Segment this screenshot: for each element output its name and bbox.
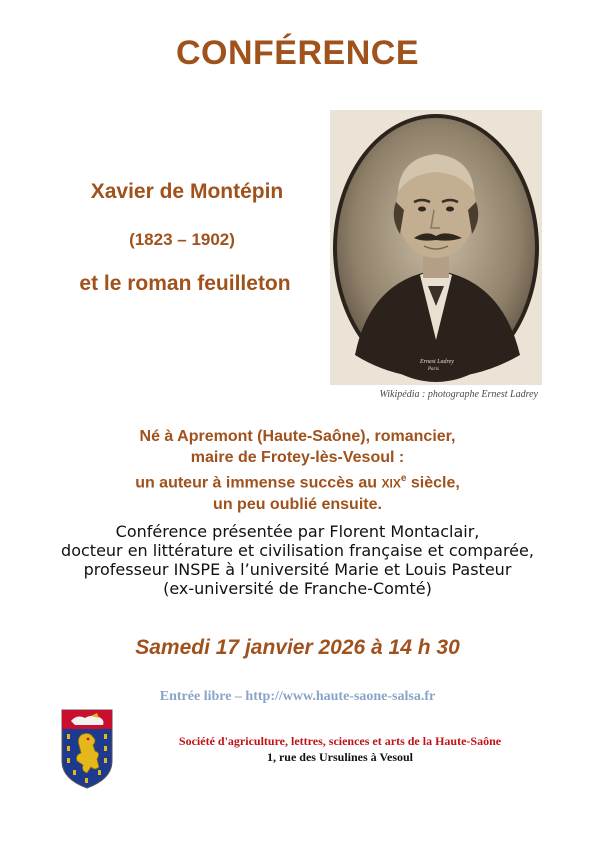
summary-line: Né à Apremont (Haute-Saône), romancier,	[139, 428, 456, 445]
presenter-line: (ex-université de Franche-Comté)	[163, 579, 432, 598]
photo-caption: Wikipédia : photographe Ernest Ladrey	[379, 389, 538, 400]
presenter-line: docteur en littérature et civilisation française et comparée,	[61, 541, 534, 560]
speaker-dates: (1823 – 1902)	[129, 230, 235, 249]
haute-saone-coat-of-arms-icon	[61, 709, 113, 789]
century-numeral: XIX	[381, 476, 401, 491]
century-superscript: e	[400, 473, 407, 484]
photo-signature: Ernest Ladrey	[420, 359, 454, 365]
page-title: CONFÉRENCE	[175, 34, 420, 72]
summary-line: maire de Frotey-lès-Vesoul :	[190, 449, 405, 466]
society-address: 1, rue des Ursulines à Vesoul	[266, 750, 414, 764]
presenter-line: Conférence présentée par Florent Montaclair,	[115, 522, 480, 541]
summary-line	[60, 468, 535, 494]
event-datetime: Samedi 17 janvier 2026 à 14 h 30	[135, 636, 460, 659]
summary-line: un peu oublié ensuite.	[213, 496, 382, 514]
society-name: Société d'agriculture, lettres, sciences et arts de la Haute-Saône	[178, 734, 502, 748]
summary-text: un auteur à immense succès au	[135, 474, 382, 492]
portrait-photo	[330, 110, 542, 385]
entry-link[interactable]: Entrée libre – http://www.haute-saone-salsa.fr	[159, 689, 436, 704]
author-summary	[60, 426, 535, 515]
presenter-block	[40, 522, 555, 598]
conference-topic: et le roman feuilleton	[79, 272, 291, 295]
speaker-name: Xavier de Montépin	[90, 180, 284, 203]
presenter-line: professeur INSPE à l’université Marie et Louis Pasteur	[83, 560, 512, 579]
photo-signature-place: Paris	[428, 367, 439, 372]
summary-text: siècle,	[406, 474, 460, 492]
